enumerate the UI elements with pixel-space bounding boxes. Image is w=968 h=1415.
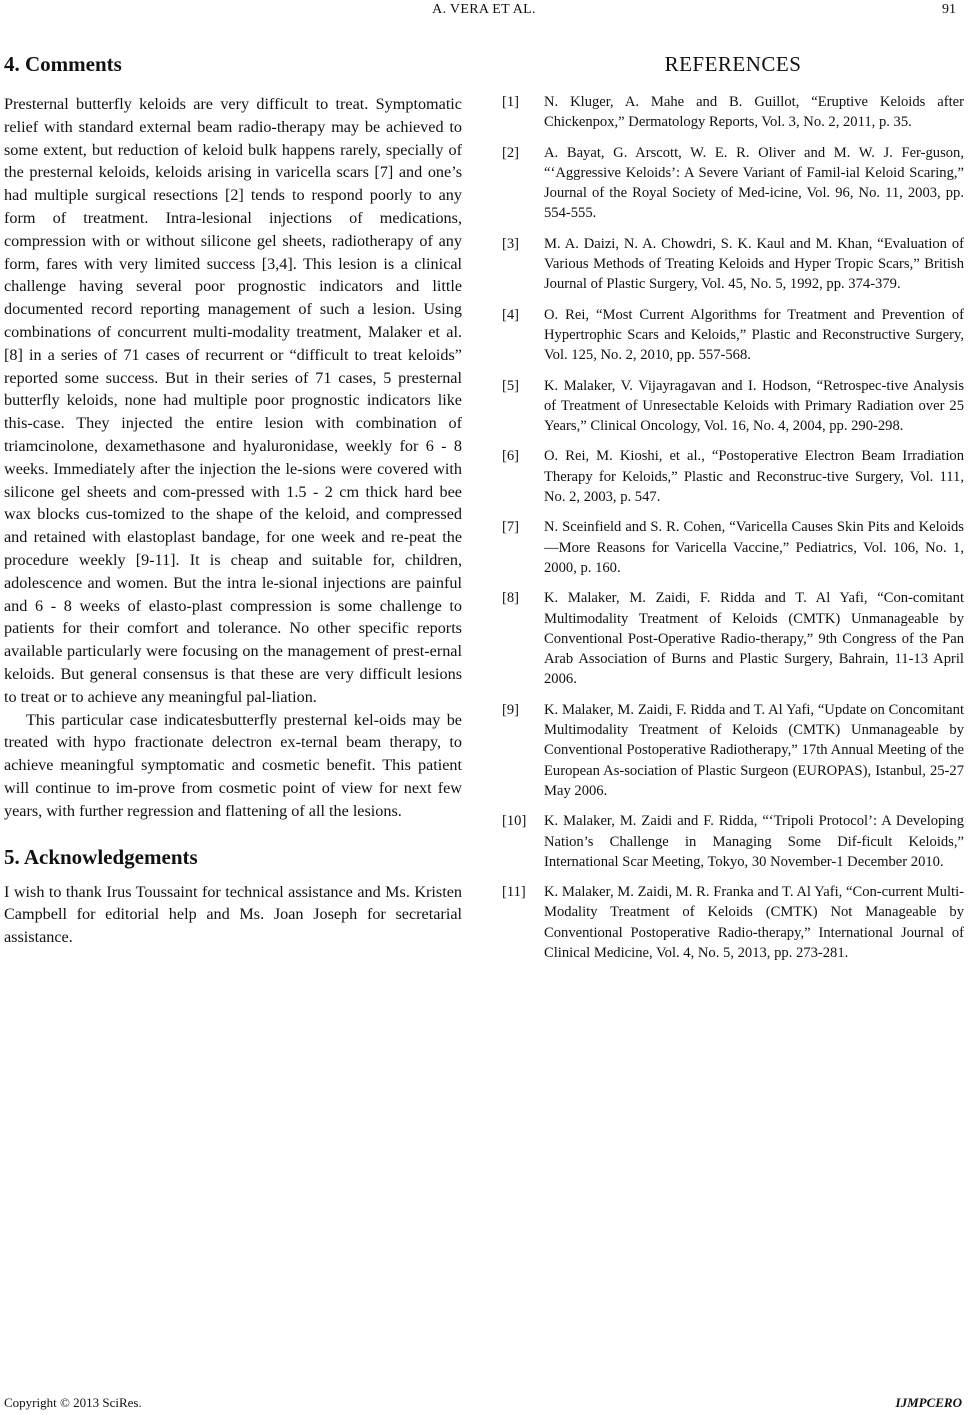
reference-item <box>502 92 964 133</box>
reference-text: A. Bayat, G. Arscott, W. E. R. Oliver and M. W. J. Fer-guson, “‘Aggressive Keloids’: A Severe Variant of Famil-ial Keloid Scaring,” Journal of the Royal Society of Med-icine, Vol. 96, No. 11, 2003, pp. 554-555. <box>544 144 964 222</box>
reference-item <box>502 376 964 437</box>
reference-item <box>502 234 964 295</box>
reference-text: K. Malaker, M. Zaidi and F. Ridda, “‘Tripoli Protocol’: A Developing Nation’s Challenge in Managing Some Dif-ficult Keloids,” International Scar Meeting, Tokyo, 30 November-1 December 2010. <box>544 813 964 870</box>
reference-text: N. Kluger, A. Mahe and B. Guillot, “Eruptive Keloids after Chickenpox,” Dermatology Reports, Vol. 3, No. 2, 2011, p. 35. <box>544 94 964 131</box>
comments-paragraph-1: Presternal butterfly keloids are very difficult to treat. Symptomatic relief with standard external beam radio-therapy may be achieved to some extent, but reduction of keloid bulk happens rarely, specially of the presternal keloids, keloids arising in varicella scars [7] and one’s had multiple surgical resections [2] tends to respond poorly to any form of treatment. Intra-lesional injections of medications, compression with or without silicone gel sheets, radiotherapy of any form, fares with very limited success [3,4]. This lesion is a clinical challenge having several poor prognostic indicators and little documented record reporting management of such a lesion. Using combinations of concurrent multi-modality treatment, Malaker et al. [8] in a series of 71 cases of recurrent or “difficult to treat keloids” reported some success. But in their series of 71 cases, 5 presternal butterfly keloids, none had multiple poor prognostic indicators like this-case. They injected the entire lesion with combination of triamcinolone, dexamethasone and hyaluronidase, weekly for 6 - 8 weeks. Immediately after the injection the le-sions were covered with silicone gel sheets and com-pressed with 1.5 - 2 cm thick hard bee wax blocks cus-tomized to the shape of the keloid, and compressed and retained with elastoplast bandage, for one week and re-peat the procedure weekly [9-11]. It is cheap and suitable for, children, adolescence and women. But the intra le-sional injections are painful and 6 - 8 weeks of elasto-plast compression is some challenge to patients for their comfort and tolerance. No other specific reports available particularly were focusing on the management of prest-ernal keloids. But general consensus is that these are very difficult lesions to treat or to achieve any meaningful pal-liation. <box>4 95 462 706</box>
comments-paragraph-2: This particular case indicatesbutterfly presternal kel-oids may be treated with hypo fractionate delectron ex-ternal beam therapy, to achieve meaningful symptomatic and cosmetic benefit. This patient will continue to im-prove from cosmetic point of view for next few years, with further regression and flattening of all the lesions. <box>4 710 462 820</box>
reference-item <box>502 811 964 872</box>
reference-item <box>502 517 964 578</box>
reference-text: K. Malaker, V. Vijayragavan and I. Hodson, “Retrospec-tive Analysis of Treatment of Unresectable Keloids with Primary Radiation over 25 Years,” Clinical Oncology, Vol. 16, No. 4, 2004, pp. 290-298. <box>544 377 964 435</box>
reference-text: K. Malaker, M. Zaidi, M. R. Franka and T. Al Yafi, “Con-current Multi-Modality Treatment of Keloids (CMTK) Not Manageable by Conventional Postoperative Radio-therapy,” International Journal of Clinical Medicine, Vol. 4, No. 5, 2013, pp. 273-281. <box>544 884 964 961</box>
reference-number: [10] <box>502 813 527 830</box>
reference-number: [8] <box>502 590 520 607</box>
reference-number: [9] <box>502 701 520 718</box>
reference-number: [7] <box>502 519 520 536</box>
references-list <box>502 92 964 963</box>
reference-item <box>502 143 964 224</box>
reference-number: [1] <box>502 94 520 110</box>
reference-text: K. Malaker, M. Zaidi, F. Ridda and T. Al Yafi, “Update on Concomitant Multimodality Treatment of Keloids (CMTK) Unmanageable by Conventional Postoperative Radiotherapy,” 17th Annual Meeting of the European As-sociation of Plastic Surgeon (EUROPAS), Istanbul, 25-27 May 2006. <box>544 701 964 799</box>
copyright-notice: Copyright © 2013 SciRes. <box>4 1395 142 1410</box>
page-number: 91 <box>942 2 956 17</box>
reference-text: M. A. Daizi, N. A. Chowdri, S. K. Kaul and M. Khan, “Evaluation of Various Methods of Treating Keloids and Hyper Tropic Scars,” British Journal of Plastic Surgery, Vol. 45, No. 5, 1992, pp. 374-379. <box>544 235 964 293</box>
reference-text: K. Malaker, M. Zaidi, F. Ridda and T. Al Yafi, “Con-comitant Multimodality Treatment of Keloids (CMTK) Unmanageable by Conventional Post-Operative Radio-therapy,” 9th Congress of the Pan Arab Association of Burns and Plastic Surgery, Bahrain, 11-13 April 2006. <box>544 590 964 688</box>
reference-item <box>502 882 964 963</box>
acknowledgements-text: I wish to thank Irus Toussaint for technical assistance and Ms. Kristen Campbell for editorial help and Ms. Joan Joseph for secretarial assistance. <box>4 882 462 947</box>
reference-number: [11] <box>502 884 526 901</box>
running-title: A. VERA ET AL. <box>432 2 536 17</box>
page-footer <box>0 1395 968 1415</box>
reference-number: [4] <box>502 306 520 323</box>
references-heading: REFERENCES <box>664 52 802 76</box>
right-column <box>502 52 964 973</box>
journal-name: IJMPCERO <box>895 1395 962 1410</box>
reference-number: [3] <box>502 235 520 252</box>
reference-number: [5] <box>502 377 520 394</box>
acknowledgements-heading: 5. Acknowledgements <box>4 844 198 869</box>
reference-item <box>502 446 964 507</box>
reference-item <box>502 588 964 689</box>
page-header <box>0 2 968 24</box>
reference-text: N. Sceinfield and S. R. Cohen, “Varicella Causes Skin Pits and Keloids—More Reasons for Varicella Vaccine,” Pediatrics, Vol. 106, No. 1, 2000, p. 160. <box>544 519 964 576</box>
reference-text: O. Rei, M. Kioshi, et al., “Postoperative Electron Beam Irradiation Therapy for Keloids,” Plastic and Reconstruc-tive Surgery, Vol. 111, No. 2, 2003, p. 547. <box>544 448 964 506</box>
reference-item <box>502 700 964 801</box>
reference-number: [6] <box>502 448 520 465</box>
reference-item <box>502 305 964 366</box>
reference-number: [2] <box>502 144 520 161</box>
left-column <box>4 52 462 949</box>
reference-text: O. Rei, “Most Current Algorithms for Treatment and Prevention of Hypertrophic Scars and Keloids,” Plastic and Reconstructive Surgery, Vol. 125, No. 2, 2010, pp. 557-568. <box>544 306 964 364</box>
comments-heading: 4. Comments <box>4 52 122 76</box>
